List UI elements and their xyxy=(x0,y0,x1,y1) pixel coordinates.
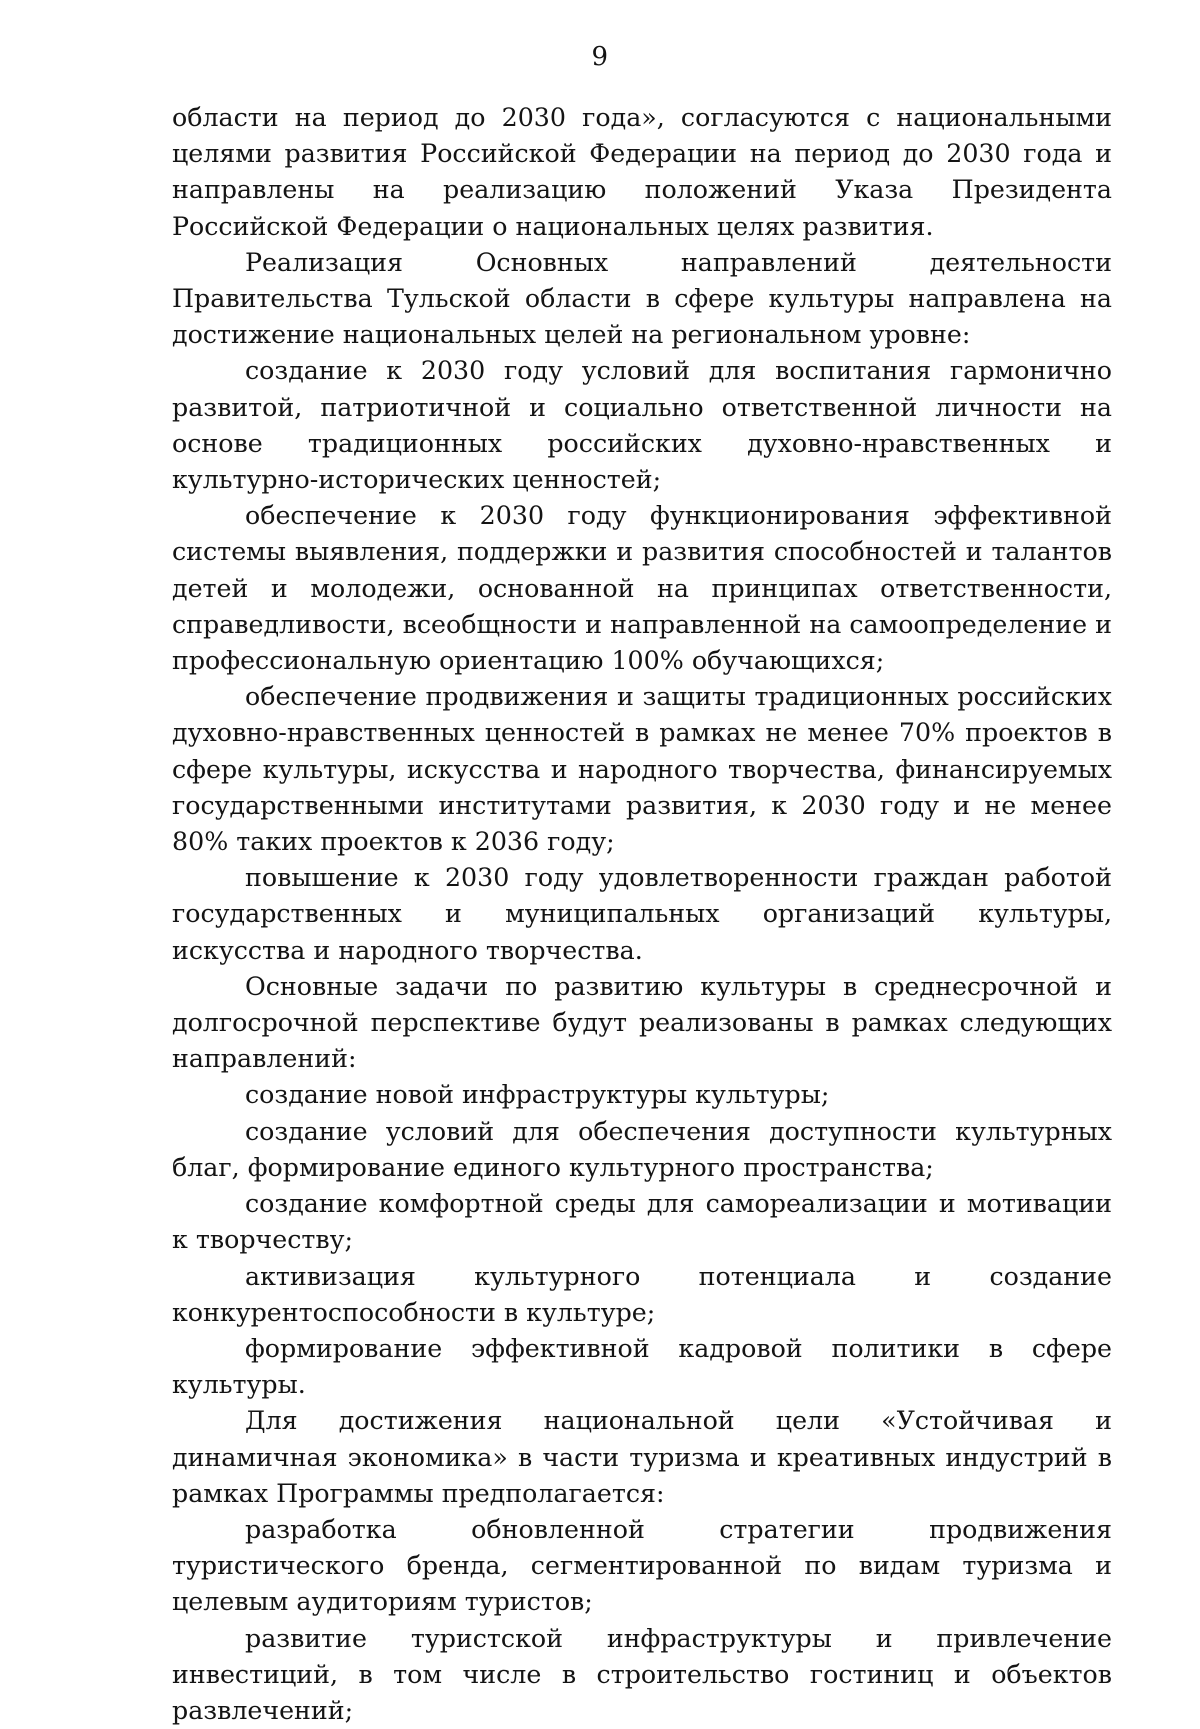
paragraph-task-personnel: формирование эффективной кадровой политики в сфере культуры. xyxy=(172,1333,1112,1400)
document-body xyxy=(172,100,1112,1729)
page-number: 9 xyxy=(591,42,609,72)
paragraph-task-potential: активизация культурного потенциала и создание конкурентоспособности в культуре; xyxy=(172,1261,1112,1327)
paragraph-implementation-intro: Реализация Основных направлений деятельности Правительства Тульской области в сфере культуры направлена на достижение национальных целей на региональном уровне: xyxy=(172,247,1112,350)
paragraph-goal-personality: создание к 2030 году условий для воспитания гармонично развитой, патриотичной и социально ответственной личности на основе традиционных российских духовно-нравственных и культурно-исторических ценностей; xyxy=(172,356,1112,495)
paragraph-tasks-intro: Основные задачи по развитию культуры в среднесрочной и долгосрочной перспективе будут реализованы в рамках следующих направлений: xyxy=(172,971,1112,1074)
paragraph-goal-values: обеспечение продвижения и защиты традиционных российских духовно-нравственных ценностей в рамках не менее 70% проектов в сфере культуры, искусства и народного творчества, финансируемых государственными институтами развития, к 2030 году и не менее 80% таких проектов к 2036 году; xyxy=(172,682,1112,857)
paragraph-tourism-brand: разработка обновленной стратегии продвижения туристического бренда, сегментированной по видам туризма и целевым аудиториям туристов; xyxy=(172,1514,1112,1617)
paragraph-task-infrastructure: создание новой инфраструктуры культуры; xyxy=(245,1080,830,1110)
paragraph-task-accessibility: создание условий для обеспечения доступности культурных благ, формирование единого культурного пространства; xyxy=(172,1116,1112,1182)
paragraph-continuation: области на период до 2030 года», согласуются с национальными целями развития Российской Федерации на период до 2030 года и направлены на реализацию положений Указа Президента Российской Федерации о национальных целях развития. xyxy=(172,103,1112,241)
paragraph-goal-talents: обеспечение к 2030 году функционирования эффективной системы выявления, поддержки и развития способностей и талантов детей и молодежи, основанной на принципах ответственности, справедливости, всеобщности и направленной на самоопределение и профессиональную ориентацию 100% обучающихся; xyxy=(172,501,1112,676)
paragraph-tourism-infrastructure: развитие туристской инфраструктуры и привлечение инвестиций, в том числе в строительство гостиниц и объектов развлечений; xyxy=(172,1623,1112,1725)
paragraph-tourism-intro: Для достижения национальной цели «Устойчивая и динамичная экономика» в части туризма и креативных индустрий в рамках Программы предполагается: xyxy=(172,1406,1112,1508)
paragraph-goal-satisfaction: повышение к 2030 году удовлетворенности граждан работой государственных и муниципальных организаций культуры, искусства и народного творчества. xyxy=(172,863,1112,965)
paragraph-task-environment: создание комфортной среды для самореализации и мотивации к творчеству; xyxy=(172,1189,1112,1255)
